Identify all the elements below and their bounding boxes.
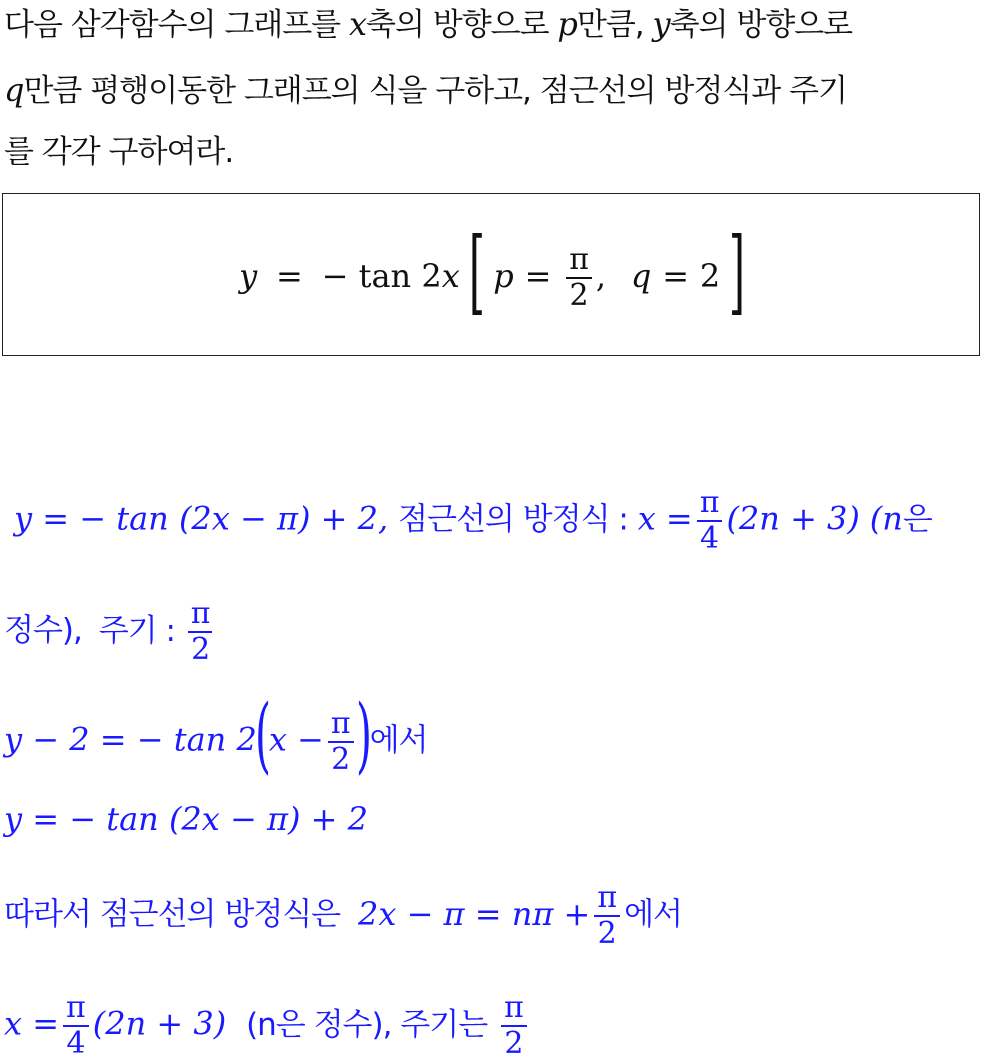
problem-line-2 [4,68,847,113]
math-var-x: x [348,5,367,43]
frac-den: 4 [66,1026,86,1061]
answer-summary [14,486,932,556]
step3-expr: 2x − π = nπ + [357,894,591,933]
step2-expr: y = − tan (2x − π) + 2 [4,800,369,838]
step1-inner: x − [268,720,324,759]
math-var-q: q [4,71,24,109]
step3-fraction [594,881,620,951]
answer-cond-n: (n [869,499,903,538]
given-p: p [493,257,514,295]
step4-cond: (n은 정수), 주기는 [246,1006,488,1043]
step3-suffix: 에서 [624,896,682,933]
given-function-box [2,193,980,356]
given-var-x: x [441,257,460,295]
frac-num: π [597,880,618,915]
frac-den: 4 [700,521,720,556]
answer-period-label: 주기 : [98,612,175,649]
given-q: q [630,257,652,295]
answer-summary-cont [4,597,216,667]
answer-period-fraction [188,597,213,667]
step4-rhs: (2n + 3) [92,1004,227,1043]
given-p-fraction [566,243,592,313]
frac-den: 2 [331,742,351,777]
solution-step-2 [4,797,368,842]
solution-step-1 [4,688,428,783]
math-var-y: y [652,5,670,43]
answer-asym-lhs: x = [637,499,693,538]
step4-period-fraction [501,991,527,1061]
frac-den: 2 [569,277,589,313]
answer-asym-rhs: (2n + 3) [726,499,860,538]
given-comma: , [595,257,607,295]
frac-num: π [66,990,86,1025]
problem-text: 를 각각 구하여라. [4,134,234,170]
right-bracket: ] [728,217,746,325]
answer-cond-text: 은 [902,501,932,538]
given-p-eq: = [524,257,552,295]
given-q-value: 2 [699,257,721,295]
frac-den: 2 [191,632,210,667]
step4-lhs: x = [4,1004,60,1043]
step1-fraction [328,707,354,777]
given-lhs: y [239,257,258,295]
frac-num: π [330,706,351,741]
left-paren: ( [254,688,271,783]
problem-line-3 [4,130,233,174]
problem-text: 축의 방향으로 [366,7,558,43]
answer-expr: y = − tan (2x − π) + 2, [14,499,389,538]
solution-step-4 [4,991,531,1061]
frac-num: π [504,990,524,1025]
problem-text: 만큼 평행이동한 그래프의 식을 구하고, 점근선의 방정식과 주기 [23,73,847,109]
problem-text: 다음 삼각함수의 그래프를 [4,7,349,43]
answer-asym-fraction [697,486,723,556]
given-eq: = [276,257,303,295]
math-var-p: p [557,5,577,43]
step1-suffix: 에서 [369,722,428,759]
solution-step-3 [4,881,682,951]
given-function [3,217,979,325]
frac-num: π [569,241,589,277]
problem-text: 축의 방향으로 [669,7,853,43]
frac-num: π [699,485,720,520]
frac-den: 2 [504,1026,524,1061]
answer-asymptote-label: 점근선의 방정식 : [398,501,628,538]
problem-line-1 [4,2,852,47]
given-rhs: − tan 2 [321,257,442,295]
problem-text: 만큼, [576,7,653,43]
right-paren: ) [355,688,372,783]
step3-prefix: 따라서 점근선의 방정식은 [4,896,341,933]
frac-den: 2 [597,916,617,951]
step1-lhs: y − 2 = − tan 2 [4,720,257,759]
frac-num: π [190,596,210,631]
step4-fraction [63,991,89,1061]
answer-cond-text: 정수), [4,612,82,649]
left-bracket: [ [468,217,485,325]
given-q-eq: = [662,257,689,295]
